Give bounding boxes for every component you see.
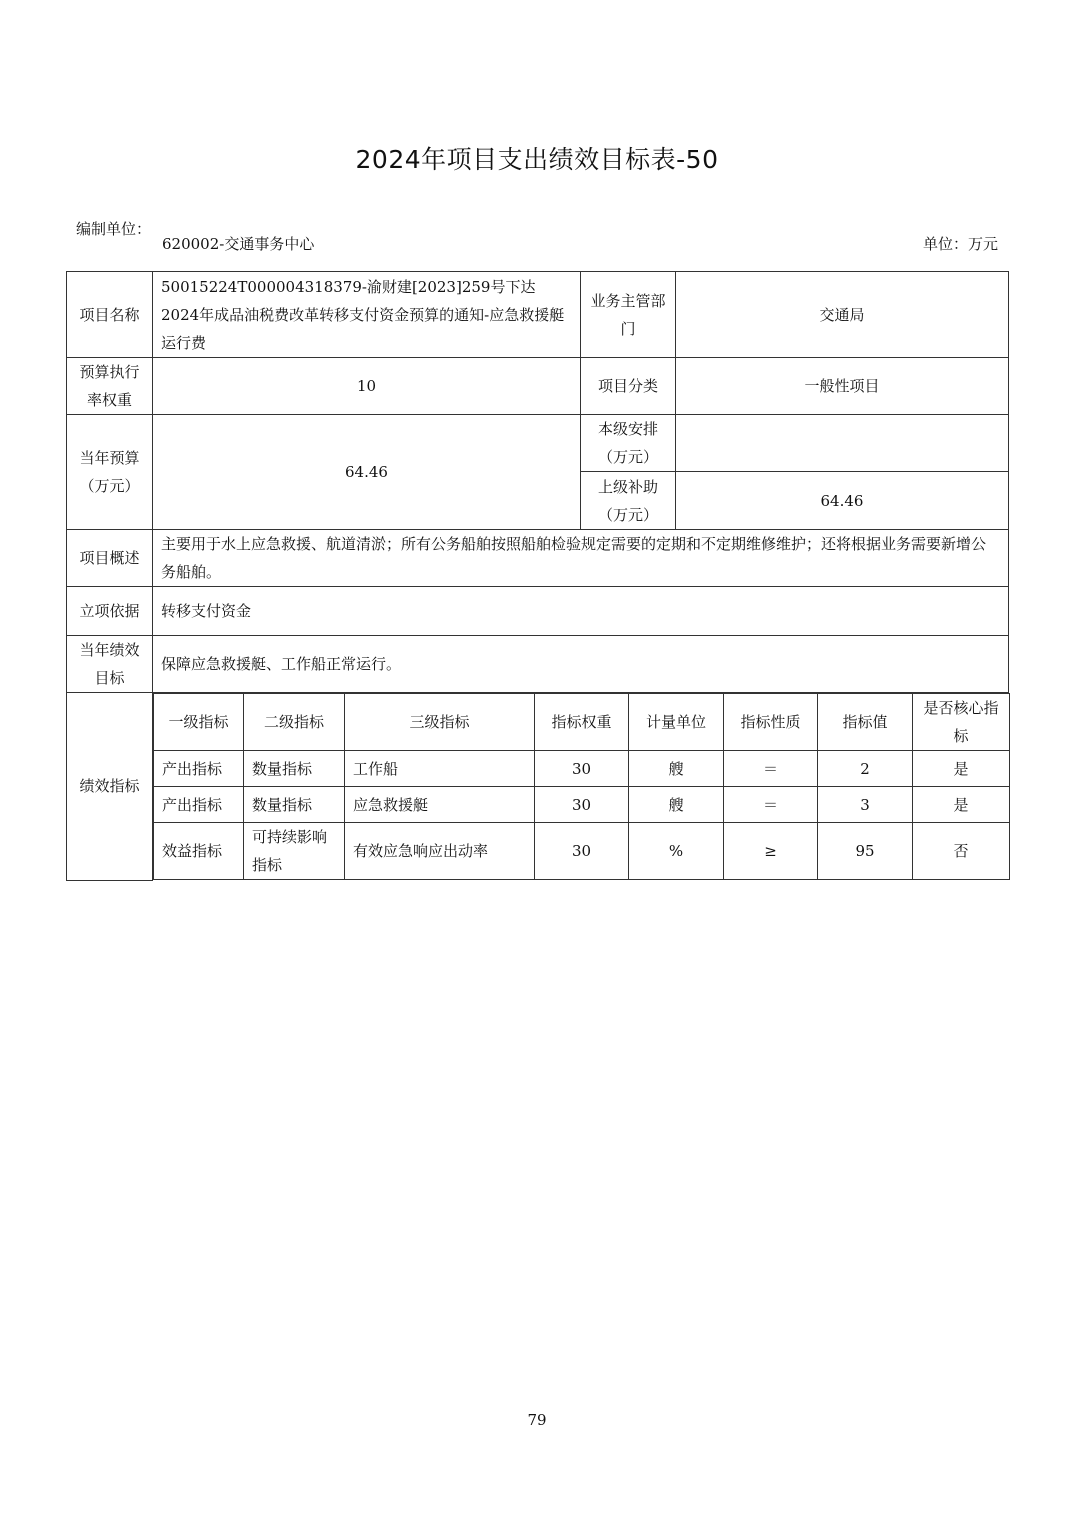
project-name-label: 项目名称	[67, 272, 153, 358]
budget-value: 64.46	[153, 415, 581, 530]
page-number: 79	[527, 1411, 547, 1429]
table-row	[154, 823, 1010, 880]
basis-value: 转移支付资金	[153, 587, 1009, 636]
indicators-table	[153, 693, 1010, 880]
indicator-header-row	[154, 694, 1010, 751]
level1-cell: 产出指标	[154, 787, 244, 823]
col-header: 指标权重	[535, 694, 629, 751]
level3-cell: 应急救援艇	[345, 787, 535, 823]
page-title: 2024年项目支出绩效目标表-50	[355, 145, 719, 174]
level1-cell: 效益指标	[154, 823, 244, 880]
project-name-value: 50015224T000004318379-渝财建[2023]259号下达2024年成品油税费改革转移支付资金预算的通知-应急救援艇运行费	[153, 272, 581, 358]
value-cell: 3	[818, 787, 913, 823]
nature-cell: ＝	[724, 751, 818, 787]
weight-cell: 30	[535, 751, 629, 787]
indicators-label: 绩效指标	[67, 693, 153, 881]
goal-value: 保障应急救援艇、工作船正常运行。	[153, 636, 1009, 693]
col-header: 是否核心指标	[913, 694, 1010, 751]
level3-cell: 工作船	[345, 751, 535, 787]
level1-cell: 产出指标	[154, 751, 244, 787]
upper-label: 上级补助（万元）	[581, 472, 676, 530]
overview-value: 主要用于水上应急救援、航道清淤；所有公务船舶按照船舶检验规定需要的定期和不定期维修维护；还将根据业务需要新增公务船舶。	[153, 530, 1009, 587]
value-cell: 2	[818, 751, 913, 787]
col-header: 计量单位	[629, 694, 724, 751]
table-row	[154, 787, 1010, 823]
nature-cell: ≥	[724, 823, 818, 880]
col-header: 指标值	[818, 694, 913, 751]
goal-label: 当年绩效目标	[67, 636, 153, 693]
col-header: 二级指标	[244, 694, 345, 751]
weight-cell: 30	[535, 787, 629, 823]
overview-label: 项目概述	[67, 530, 153, 587]
dept-label: 业务主管部门	[581, 272, 676, 358]
level3-cell: 有效应急响应出动率	[345, 823, 535, 880]
project-class-value: 一般性项目	[676, 358, 1009, 415]
table-row	[154, 751, 1010, 787]
dept-value: 交通局	[676, 272, 1009, 358]
basis-label: 立项依据	[67, 587, 153, 636]
performance-table	[66, 271, 1009, 881]
level2-cell: 数量指标	[244, 787, 345, 823]
nature-cell: ＝	[724, 787, 818, 823]
level2-cell: 可持续影响指标	[244, 823, 345, 880]
col-header: 三级指标	[345, 694, 535, 751]
weight-cell: 30	[535, 823, 629, 880]
unit-label: 编制单位：	[76, 220, 152, 238]
level2-cell: 数量指标	[244, 751, 345, 787]
col-header: 指标性质	[724, 694, 818, 751]
budget-label: 当年预算（万元）	[67, 415, 153, 530]
local-label: 本级安排（万元）	[581, 415, 676, 472]
unit-cell: %	[629, 823, 724, 880]
project-class-label: 项目分类	[581, 358, 676, 415]
exec-rate-label: 预算执行率权重	[67, 358, 153, 415]
header-row	[66, 216, 1008, 270]
currency-unit: 单位：万元	[922, 235, 998, 253]
col-header: 一级指标	[154, 694, 244, 751]
core-cell: 是	[913, 751, 1010, 787]
local-value	[676, 415, 1009, 472]
unit-cell: 艘	[629, 787, 724, 823]
core-cell: 是	[913, 787, 1010, 823]
unit-cell: 艘	[629, 751, 724, 787]
value-cell: 95	[818, 823, 913, 880]
unit-value: 620002-交通事务中心	[162, 235, 315, 253]
core-cell: 否	[913, 823, 1010, 880]
exec-rate-value: 10	[153, 358, 581, 415]
upper-value: 64.46	[676, 472, 1009, 530]
